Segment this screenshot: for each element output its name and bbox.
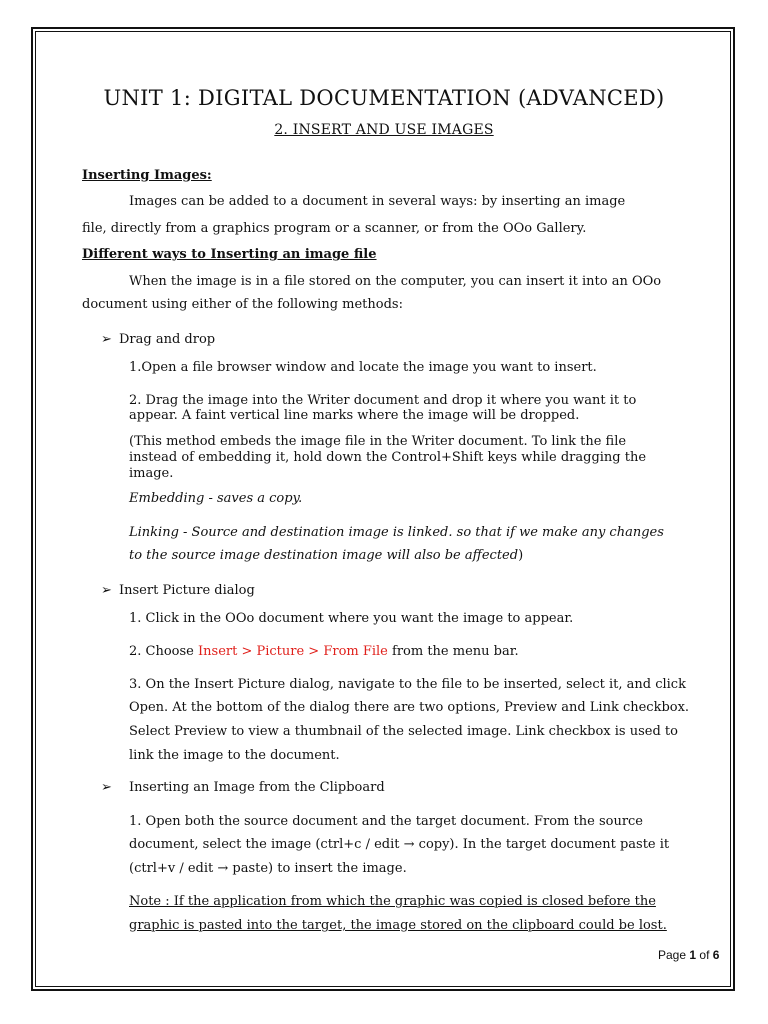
inserting-images-heading: Inserting Images: bbox=[82, 168, 212, 183]
insert-picture-step2-post: from the menu bar. bbox=[387, 644, 519, 659]
document-title: UNIT 1: DIGITAL DOCUMENTATION (ADVANCED) bbox=[103, 86, 665, 110]
drag-drop-bullet-icon: ➢ bbox=[101, 332, 112, 347]
insert-picture-step2 bbox=[129, 644, 519, 660]
page-number bbox=[658, 948, 719, 962]
insert-picture-step3-line1: 3. On the Insert Picture dialog, navigate to the file to be inserted, select it, and click bbox=[129, 677, 686, 692]
inserting-images-line1: Images can be added to a document in several ways: by inserting an image bbox=[129, 194, 626, 209]
different-ways-line2: document using either of the following methods: bbox=[82, 297, 403, 312]
insert-picture-step1: 1. Click in the OOo document where you want the image to appear. bbox=[129, 611, 574, 626]
linking-line2 bbox=[129, 548, 523, 564]
drag-drop-note-line2: instead of embedding it, hold down the Control+Shift keys while dragging the bbox=[129, 450, 647, 465]
insert-picture-bullet-icon: ➢ bbox=[101, 583, 112, 598]
insert-picture-menu-path: Insert > Picture > From File bbox=[198, 644, 388, 659]
current-page: 1 bbox=[689, 948, 697, 962]
of-word: of bbox=[699, 948, 710, 962]
different-ways-line1: When the image is in a file stored on the computer, you can insert it into an OOo bbox=[129, 274, 662, 289]
drag-drop-note-line3: image. bbox=[129, 466, 174, 481]
drag-drop-step1: 1.Open a file browser window and locate the image you want to insert. bbox=[129, 360, 597, 375]
clipboard-note-line1: Note : If the application from which the graphic was copied is closed before the bbox=[129, 894, 656, 909]
embedding-text: Embedding - saves a copy. bbox=[129, 491, 303, 506]
insert-picture-label: Insert Picture dialog bbox=[119, 583, 255, 598]
clipboard-step1-line3: (ctrl+v / edit → paste) to insert the image. bbox=[129, 861, 407, 876]
page-word: Page bbox=[658, 948, 687, 962]
linking-line1: Linking - Source and destination image is linked. so that if we make any changes bbox=[129, 525, 664, 540]
section-subtitle: 2. INSERT AND USE IMAGES bbox=[274, 122, 494, 138]
drag-drop-note-line1: (This method embeds the image file in the Writer document. To link the file bbox=[129, 434, 627, 449]
total-pages: 6 bbox=[712, 948, 720, 962]
different-ways-heading: Different ways to Inserting an image file bbox=[82, 247, 377, 262]
drag-drop-label: Drag and drop bbox=[119, 332, 216, 347]
inserting-images-line2: file, directly from a graphics program or a scanner, or from the OOo Gallery. bbox=[82, 221, 587, 236]
clipboard-step1-line2: document, select the image (ctrl+c / edit → copy). In the target document paste it bbox=[129, 837, 670, 852]
drag-drop-step2-line1: 2. Drag the image into the Writer document and drop it where you want it to bbox=[129, 393, 637, 408]
linking-line2-text: to the source image destination image will also be affected bbox=[129, 548, 519, 563]
insert-picture-step3-line4: link the image to the document. bbox=[129, 748, 340, 763]
insert-picture-step3-line3: Select Preview to view a thumbnail of the selected image. Link checkbox is used to bbox=[129, 724, 678, 739]
linking-close-paren: ) bbox=[518, 548, 524, 563]
insert-picture-step3-line2: Open. At the bottom of the dialog there are two options, Preview and Link checkbox. bbox=[129, 700, 690, 715]
clipboard-bullet-icon: ➢ bbox=[101, 780, 112, 795]
drag-drop-step2-line2: appear. A faint vertical line marks where the image will be dropped. bbox=[129, 408, 580, 423]
insert-picture-step2-pre: 2. Choose bbox=[129, 644, 199, 659]
clipboard-note-line2: graphic is pasted into the target, the image stored on the clipboard could be lost. bbox=[129, 918, 667, 933]
clipboard-label: Inserting an Image from the Clipboard bbox=[129, 780, 385, 795]
clipboard-step1-line1: 1. Open both the source document and the target document. From the source bbox=[129, 814, 644, 829]
